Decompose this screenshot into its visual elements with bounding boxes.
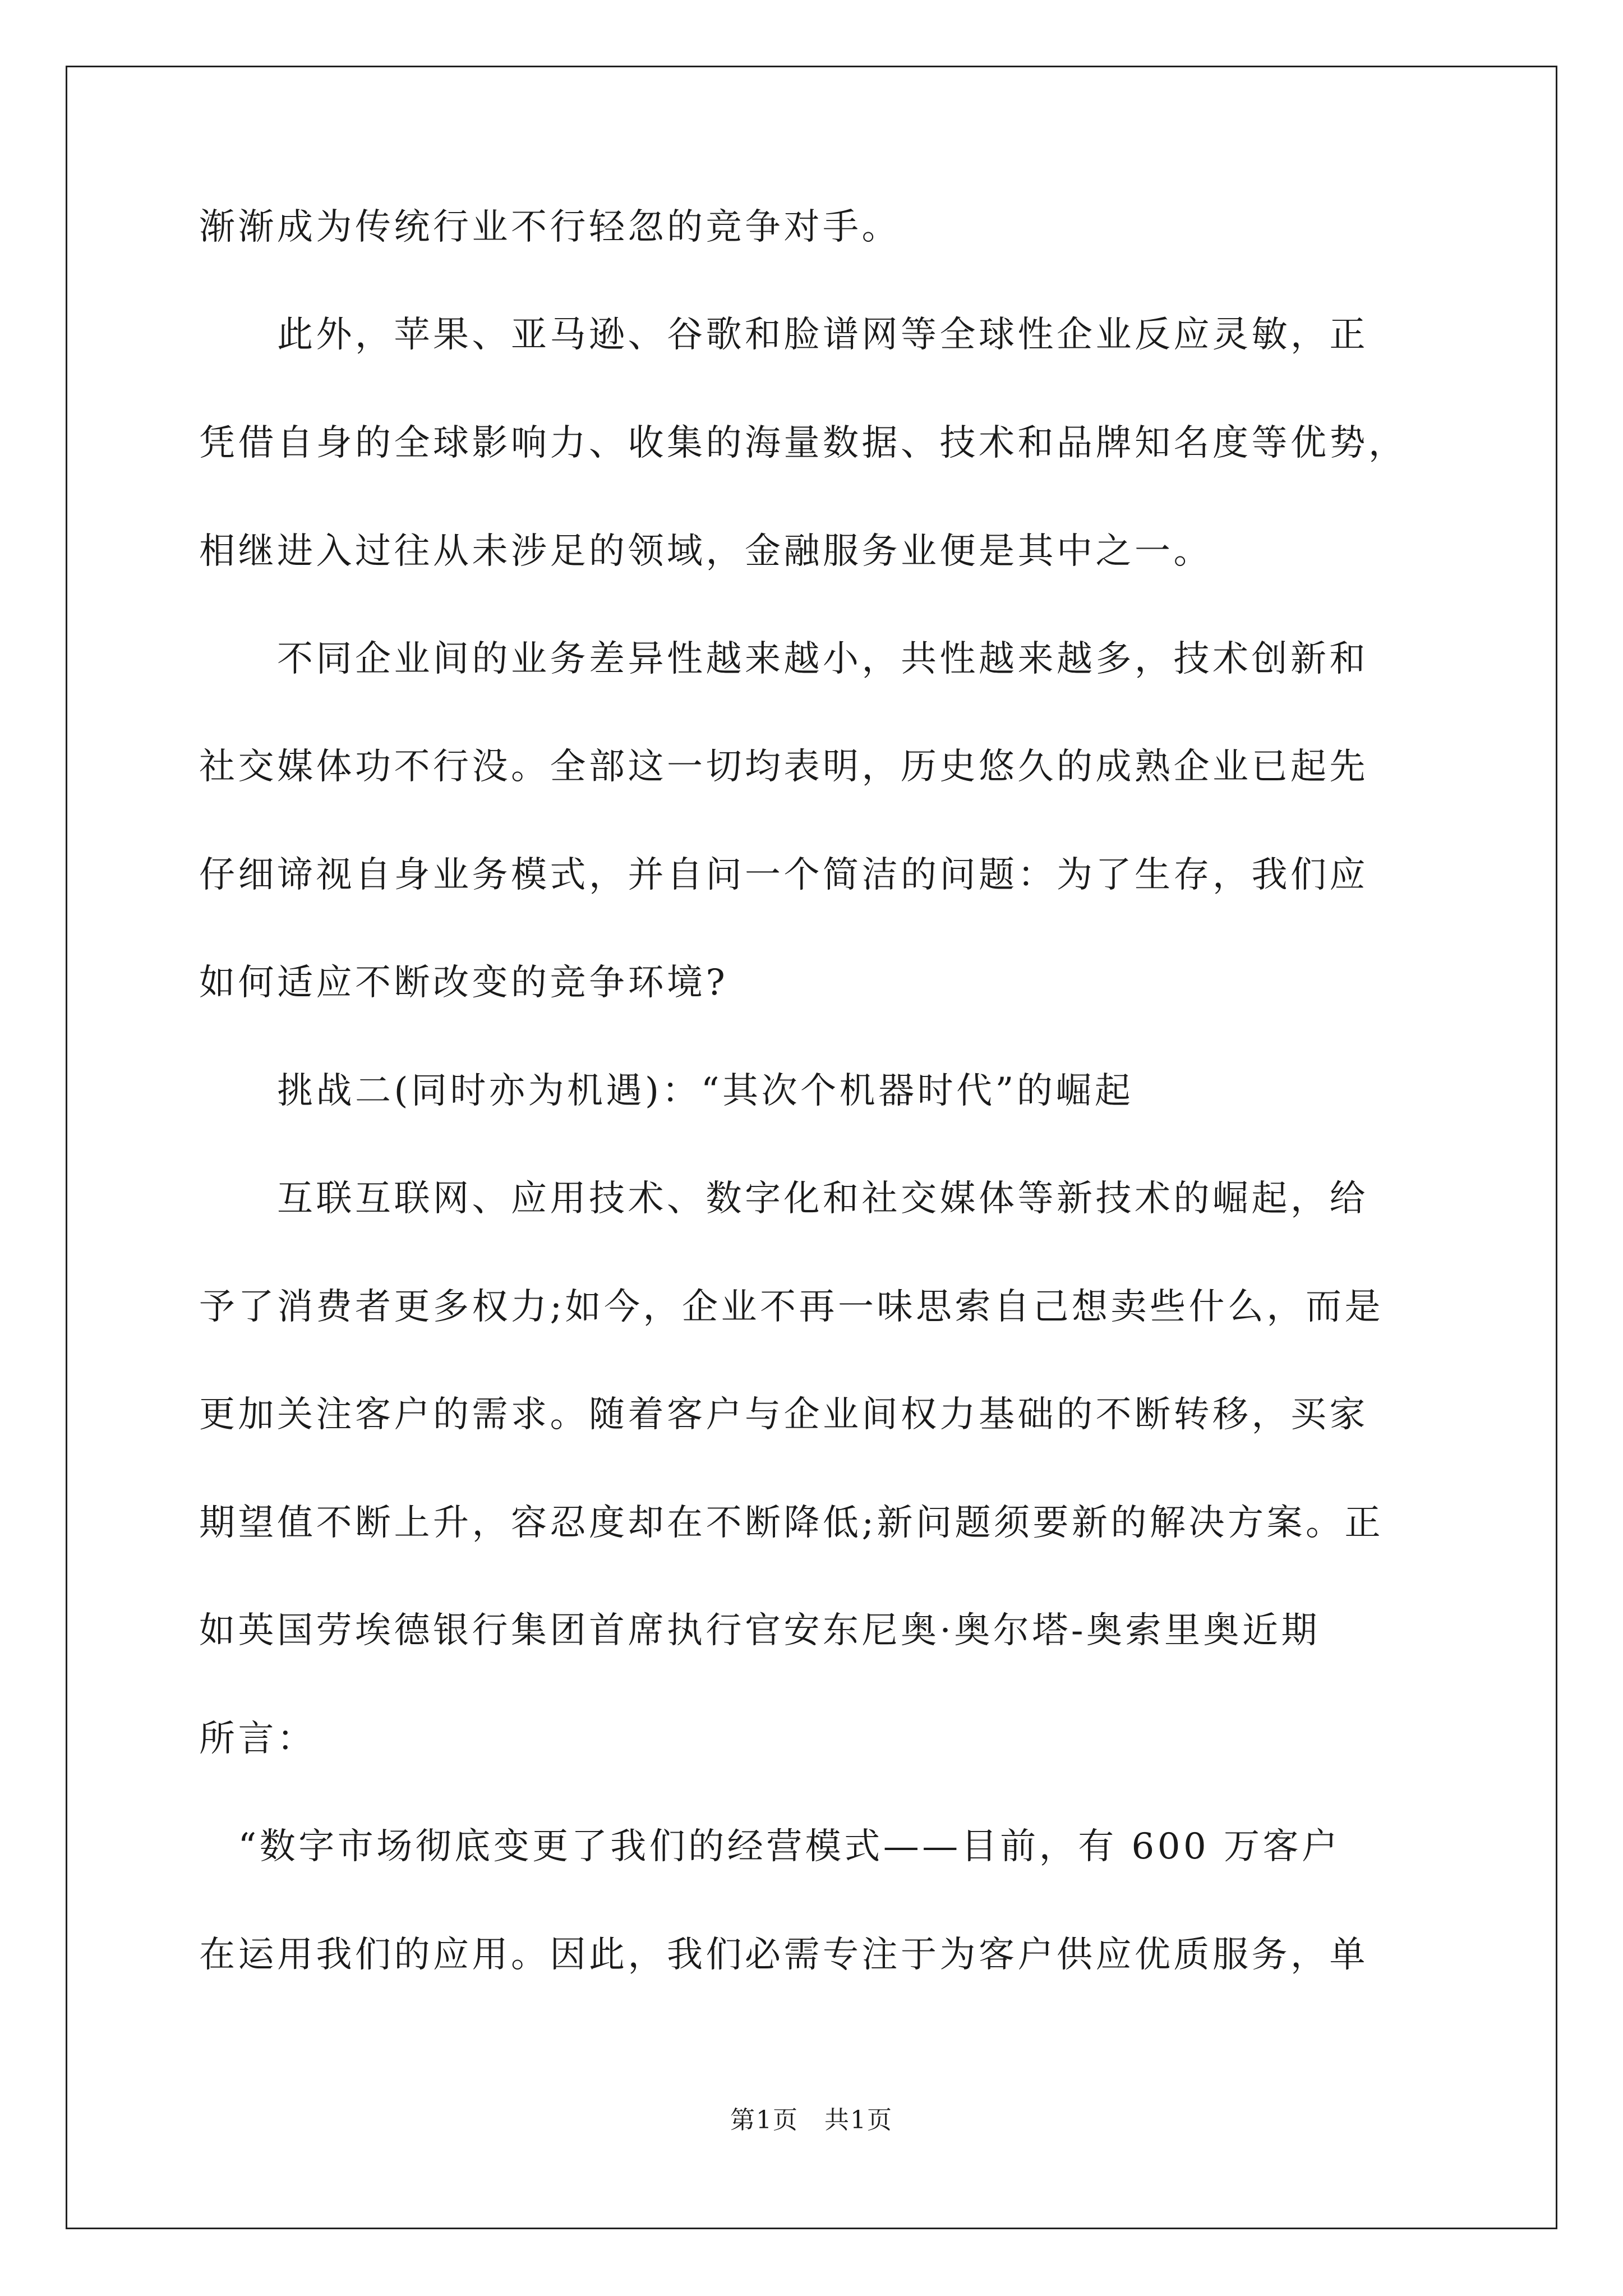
body-line-8: 如何适应不断改变的竞争环境?	[199, 962, 728, 1004]
body-line-3: 凭借自身的全球影响力、收集的海量数据、技术和品牌知名度等优势，	[199, 422, 1408, 464]
body-line-14: 如英国劳埃德银行集团首席执行官安东尼奥·奥尔塔-奥索里奥近期	[199, 1610, 1320, 1651]
page-number-footer: 第1页 共1页	[730, 2106, 893, 2134]
body-line-12: 更加关注客户的需求。随着客户与企业间权力基础的不断转移，买家	[199, 1394, 1368, 1435]
body-line-15: 所言：	[199, 1718, 316, 1760]
quote-line-1: “数字市场彻底变更了我们的经营模式——目前，有 600 万客户	[199, 1826, 1341, 1867]
body-line-4: 相继进入过往从未涉足的领域，金融服务业便是其中之一。	[199, 531, 1212, 572]
body-line-11: 予了消费者更多权力;如今，企业不再一味思索自己想卖些什么，而是	[199, 1286, 1384, 1328]
body-line-13: 期望值不断上升，容忍度却在不断降低;新问题须要新的解决方案。正	[199, 1502, 1384, 1544]
quote-line-2: 在运用我们的应用。因此，我们必需专注于为客户供应优质服务，单	[199, 1934, 1368, 1976]
body-line-2: 此外，苹果、亚马逊、谷歌和脸谱网等全球性企业反应灵敏，正	[199, 314, 1368, 356]
body-line-10: 互联互联网、应用技术、数字化和社交媒体等新技术的崛起，给	[199, 1178, 1368, 1220]
page-border	[66, 66, 1557, 2229]
section-heading: 挑战二(同时亦为机遇)：“其次个机器时代”的崛起	[199, 1070, 1134, 1112]
body-line-6: 社交媒体功不行没。全部这一切均表明，历史悠久的成熟企业已起先	[199, 746, 1368, 788]
body-line-5: 不同企业间的业务差异性越来越小，共性越来越多，技术创新和	[199, 638, 1368, 680]
body-line-7: 仔细谛视自身业务模式，并自问一个简洁的问题：为了生存，我们应	[199, 854, 1368, 896]
body-line-1: 渐渐成为传统行业不行轻忽的竞争对手。	[199, 206, 901, 248]
